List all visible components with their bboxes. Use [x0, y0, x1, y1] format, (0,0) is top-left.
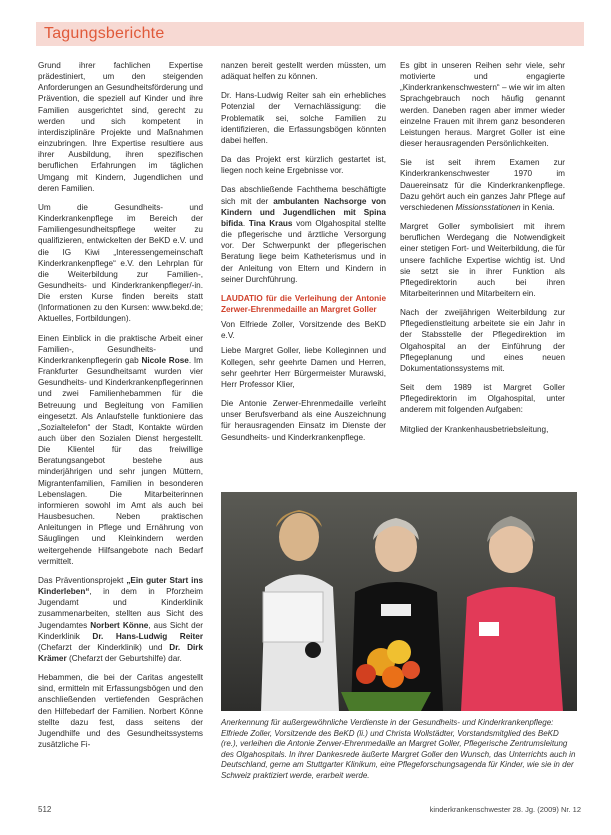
italic-term: Missionsstationen — [455, 202, 521, 212]
person-name: Nicole Rose — [141, 355, 189, 365]
person-name: Tina Kraus — [248, 218, 293, 228]
paragraph: Dr. Hans-Ludwig Reiter sah ein erhebliches Potenzial der Vernachlässigung: die Problematik sei, solche Familien zu identifizieren, die Erfassungsbögen könnten dabei helfen. — [221, 91, 386, 145]
text-run: , in dem in Pforzheim Jugendamt und Kinderklinik zusammenarbeiten, stellten aus Sicht des Jugendamtes — [38, 587, 203, 630]
text-run: . — [242, 218, 249, 228]
text-column-2 — [221, 60, 386, 451]
person-name: Dr. Dirk Krämer — [38, 642, 204, 663]
text-run: Sie ist seit ihrem Examen zur Kinderkrankenschwester 1970 im Dauereinsatz für die Kinderkrankenpflege. Dazu gehört auch ein ganzes Jahr Pflege auf verschiedenen — [400, 158, 565, 212]
paragraph: Liebe Margret Goller, liebe Kolleginnen und Kollegen, sehr geehrte Damen und Herren, sehr geehrter Herr Bürgermeister Murawski, Herr Professor Klier, — [221, 346, 386, 389]
paragraph: Um die Gesundheits- und Kinderkrankenpflege im Bereich der Familiengesundheitspflege weiter zu qualifizieren, entwickelten der BeKD e.V. und die IG Kiwi „Interessengemeinschaft Kinderkrankenpflege“ e.V. den Lehrplan für die Weiterbildung zur Familien-, Gesundheits- und Kinderkrankenpfleger/-in. Die ersten Kurse finden bereits statt (Informationen zu den Kursen: www.bekd.de; Aktuelles, Fortbildungen). — [38, 202, 203, 324]
paragraph: Margret Goller symbolisiert mit ihrem beruflichen Werdegang die Notwendigkeit einer stetigen Fort- und Weiterbildung, die für unsere fachliche Expertise wichtig ist. Und sie setzt sie in ihrer Funktion als Pflegedirektorin auch bei ihren Mitarbeiterinnen und Mitarbeitern ein. — [400, 222, 565, 298]
text-column-3 — [400, 60, 565, 443]
author-line: Von Elfriede Zoller, Vorsitzende des BeKD e.V. — [221, 320, 386, 341]
journal-reference: kinderkrankenschwester 28. Jg. (2009) Nr. 12 — [429, 805, 581, 814]
paragraph: Mitglied der Krankenhausbetriebsleitung, — [400, 424, 549, 434]
text-run: . Im Frankfurter Gesundheitsamt wurden vier Gesundheits- und Kinderkrankenpflegerinnen und zwei Familienhebammen für die Betreuung und Begleitung von Familien eingesetzt. Als Anlaufstelle funktioniere das „Sozialtelefon“ der Stadt, Kontakte würden auch über den Sozialen Dienst hergestellt. Die Klientel für das freiwillige Beratungsangebot bestehe aus minderjährigen und sehr jungen Müttern, Migrantenfamilien, Familien in besonderen Lebenslagen. Die Mitarbeiterinnen informieren sowohl im Amt als auch bei Hausbesuchen. Neben praktischen Anleitungen in Pflege und Ernährung von Säuglingen und Kleinkindern werden weitergehende Hilfsangebote nach Bedarf vermittelt. — [38, 355, 203, 566]
text-run: in Kenia. — [520, 202, 555, 212]
paragraph: Hebammen, die bei der Caritas angestellt sind, ermitteln mit Erfassungsbögen und den anschließenden vertiefenden Gesprächen den Hilfebedarf der Familien. Norbert Könne stellte dazu fest, dass seitens der Jugendhilfe und des Gesundheitssystems zusätzliche Fi- — [38, 673, 203, 750]
page-number: 512 — [38, 805, 52, 814]
award-photo-illustration — [221, 492, 577, 711]
paragraph: nanzen bereit gestellt werden müssten, um adäquat helfen zu können. — [221, 61, 386, 82]
topic-name: ambulanten Nachsorge von Kindern und Jugendlichen mit Spina bifida — [221, 196, 386, 228]
paragraph — [38, 575, 203, 664]
text-run: vom Olgahospital stellte die pflegerische und ärztliche Versorgung vor. Der Schwerpunkt der pflegerischen Beratung liege beim Katheterismus und in der Anleitung von Eltern und Kindern in seiner Durchführung. — [221, 218, 386, 284]
section-title: Tagungsberichte — [44, 25, 165, 42]
paragraph: Nach der zweijährigen Weiterbildung zur Pflegedienstleitung arbeitete sie ein Jahr in der Stabsstelle der Pflegedirektion im Olgahospital an der Einführung der Pflegeplanung und eines neuen Dokumentationssystems mit. — [400, 308, 565, 373]
paragraph: Die Antonie Zerwer-Ehrenmedaille verleiht unser Berufsverband als eine Auszeichnung für herausragenden Einsatz im Dienste der Gesundheits- und Kinderkrankenpflege. — [221, 399, 386, 442]
paragraph — [38, 333, 203, 567]
person-name: Norbert Könne — [90, 620, 149, 630]
laudatio-heading: LAUDATIO für die Verleihung der Antonie Zerwer-Ehrenmedaille an Margret Goller — [221, 293, 386, 314]
paragraph: Seit dem 1989 ist Margret Goller Pflegedirektorin im Olgahospital, unter anderem mit folgenden Aufgaben: — [400, 383, 565, 415]
paragraph: Grund ihrer fachlichen Expertise prädestiniert, um den steigenden Anforderungen an Gesundheitsförderung und Prävention, die speziell auf Kinder und ihre Familien ausgerichtet sind, gerecht zu werden und sich kompetent in interdisziplinäre Projekte und Maßnahmen einzubringen. Ihre Expertise resultiere aus ihrer Ausbildung, ihren spezifischen beruflichen Erfahrungen im täglichen Umgang mit Kindern, Jugendlichen und deren Familien. — [38, 61, 203, 193]
paragraph: Es gibt in unseren Reihen sehr viele, sehr motivierte und engagierte „Kinderkrankenschwestern“ – wie wir im alten Sprachgebrauch noch häufig genannt werden. Daneben ragen aber immer wieder einzelne Frauen mit ihrem ganz besonderen Leistungen heraus. Margret Goller ist eine dieser herausragenden Persönlichkeiten. — [400, 61, 565, 149]
paragraph — [400, 157, 565, 213]
paragraph — [221, 184, 386, 284]
text-run: Das abschließende Fachthema beschäftigte sich mit der — [221, 185, 386, 206]
text-run: Einen Einblick in die praktische Arbeit einer Familien-, Gesundheits- und Kinderkrankenpflegerin gab — [38, 333, 203, 365]
photo-caption: Anerkennung für außergewöhnliche Verdienste in der Gesundheits- und Kinderkrankenpflege: Elfriede Zoller, Vorsitzende des BeKD (li.) und Christa Wollstädter, Vorstandsmitglied des BeKD (re.), verleihen die Antonie Zerwer-Ehrenmedaille an Margret Goller, Pflegerische Zentrumsleitung des Olgahospitals. In ihrer Dankesrede äußerte Margret Goller den Wunsch, das Unterrichts auch in Deutschland, gerne am Stuttgarter Klinikum, eine Pflegeforschungsagenda für Kinder, wie sie in der Schweiz praktiziert werde, erarbeit werde. — [221, 718, 576, 780]
text-run: Das Präventionsprojekt — [38, 575, 127, 585]
person-name: Dr. Hans-Ludwig Reiter — [92, 631, 204, 641]
text-run: (Chefarzt der Kinderklinik) und — [38, 642, 170, 652]
award-photo — [221, 492, 577, 711]
text-run: (Chefarzt der Geburtshilfe) dar. — [66, 653, 182, 663]
project-name: „Ein guter Start ins Kinderleben“ — [38, 575, 204, 597]
text-run: , aus Sicht der Kinderklinik — [38, 620, 203, 641]
text-column-1 — [38, 60, 203, 758]
paragraph: Da das Projekt erst kürzlich gestartet ist, liegen noch keine Ergebnisse vor. — [221, 155, 386, 176]
